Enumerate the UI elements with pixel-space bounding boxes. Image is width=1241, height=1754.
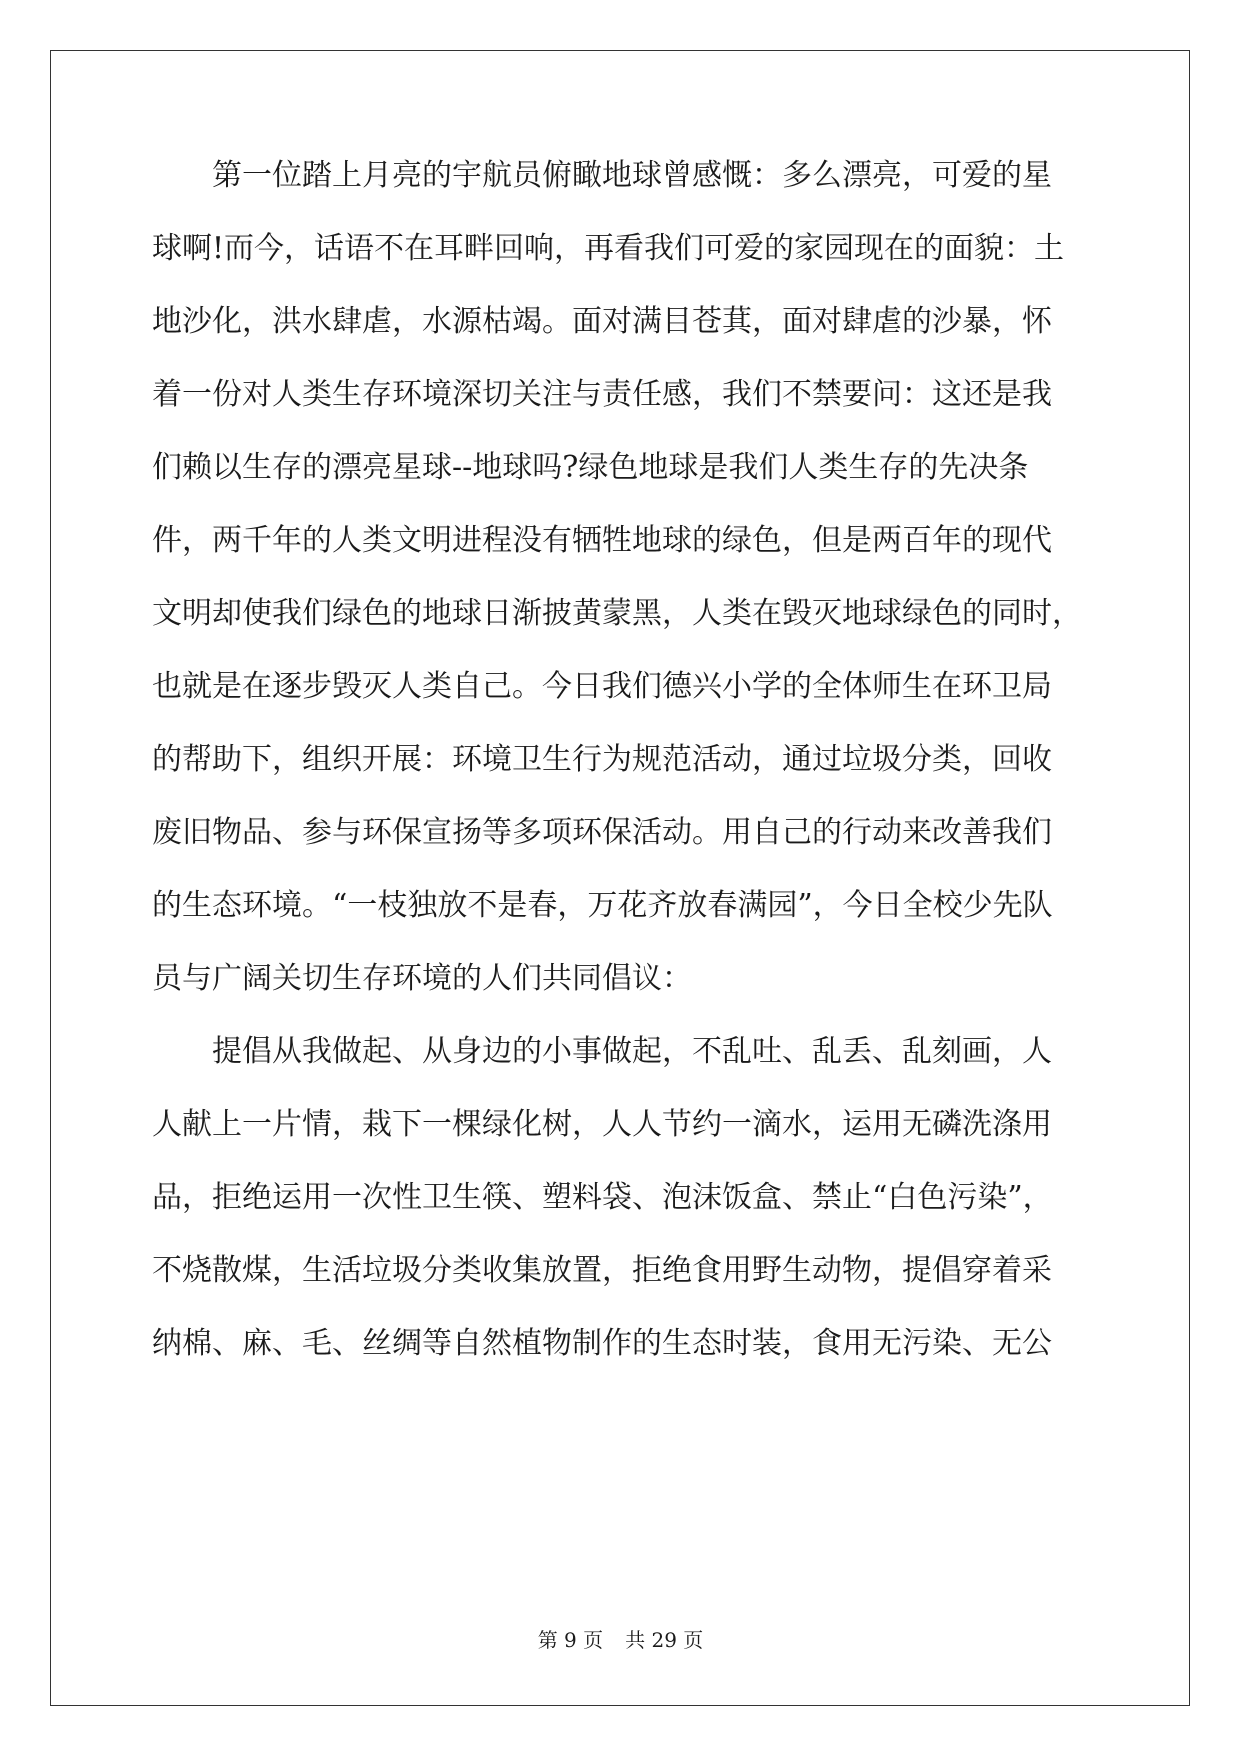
- text-line: 人献上一片情，栽下一棵绿化树，人人节约一滴水，运用无磷洗涤用: [152, 1107, 1052, 1142]
- page-number: 第 9 页: [537, 1628, 604, 1652]
- text-line: 球啊!而今，话语不在耳畔回响，再看我们可爱的家园现在的面貌：土: [152, 231, 1065, 266]
- text-line: 的帮助下，组织开展：环境卫生行为规范活动，通过垃圾分类，回收: [152, 742, 1052, 777]
- text-line: 纳棉、麻、毛、丝绸等自然植物制作的生态时装，食用无污染、无公: [152, 1326, 1052, 1361]
- text-line: 们赖以生存的漂亮星球--地球吗?绿色地球是我们人类生存的先决条: [152, 450, 1029, 485]
- text-line: 废旧物品、参与环保宣扬等多项环保活动。用自己的行动来改善我们: [152, 815, 1052, 850]
- text-line: 着一份对人类生存环境深切关注与责任感，我们不禁要问：这还是我: [152, 377, 1052, 412]
- text-line: 不烧散煤，生活垃圾分类收集放置，拒绝食用野生动物，提倡穿着采: [152, 1253, 1052, 1288]
- text-line: 地沙化，洪水肆虐，水源枯竭。面对满目苍萁，面对肆虐的沙暴，怀: [152, 304, 1052, 339]
- text-line: 品，拒绝运用一次性卫生筷、塑料袋、泡沫饭盒、禁止“白色污染”，: [152, 1180, 1053, 1215]
- text-line: 文明却使我们绿色的地球日渐披黄蒙黑，人类在毁灭地球绿色的同时，: [152, 596, 1082, 631]
- page-total: 共 29 页: [625, 1628, 704, 1652]
- page-border: [50, 50, 1190, 1706]
- text-line: 提倡从我做起、从身边的小事做起，不乱吐、乱丢、乱刻画，人: [152, 1034, 1052, 1069]
- text-line: 件，两千年的人类文明进程没有牺牲地球的绿色，但是两百年的现代: [152, 523, 1052, 558]
- page-footer: [0, 1628, 1241, 1652]
- text-line: 的生态环境。“一枝独放不是春，万花齐放春满园”，今日全校少先队: [152, 888, 1053, 923]
- text-line: 第一位踏上月亮的宇航员俯瞰地球曾感慨：多么漂亮，可爱的星: [152, 158, 1052, 193]
- text-line: 员与广阔关切生存环境的人们共同倡议：: [152, 961, 692, 996]
- text-line: 也就是在逐步毁灭人类自己。今日我们德兴小学的全体师生在环卫局: [152, 669, 1052, 704]
